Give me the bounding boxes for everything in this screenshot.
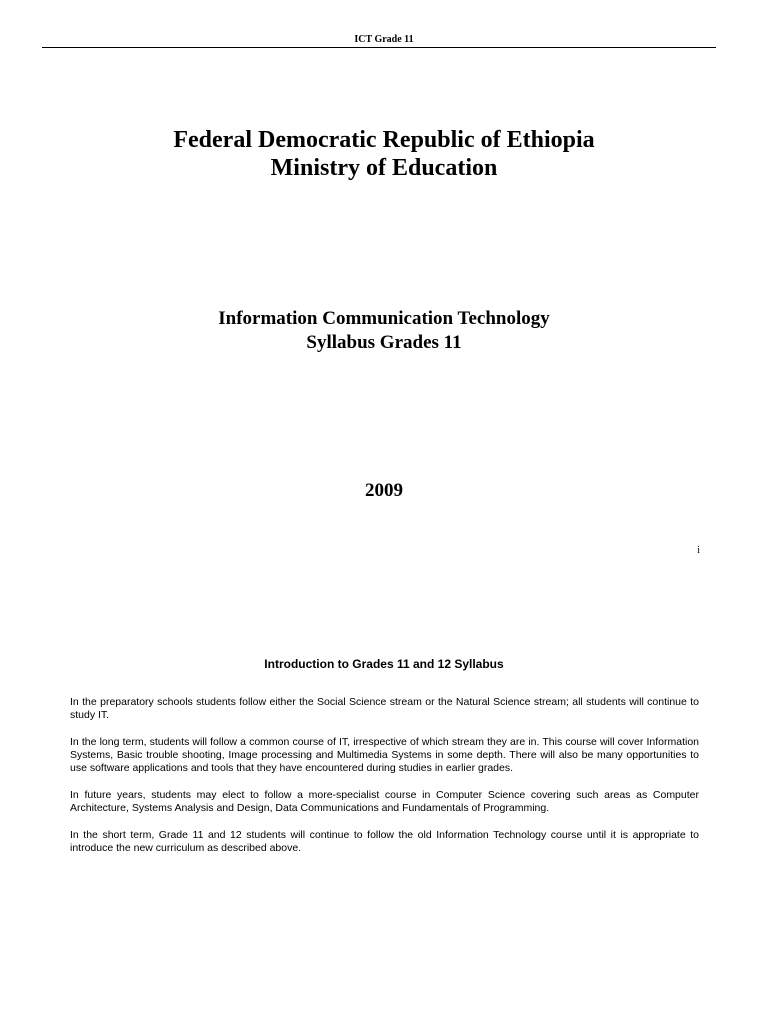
paragraph: In future years, students may elect to follow a more-specialist course in Computer Science covering such areas as Computer Architecture, Systems Analysis and Design, Data Communications and Fundamentals of Programming. <box>70 789 699 814</box>
title-subject <box>0 307 768 355</box>
paragraph: In the long term, students will follow a common course of IT, irrespective of which stream they are in. This course will cover Information Systems, Basic trouble shooting, Image processing and Multimedia Systems in some depth. There will also be many opportunities to use software applications and tools that they have encountered during studies in earlier grades. <box>70 736 699 774</box>
subject-line-2: Syllabus Grades 11 <box>306 332 462 353</box>
running-header: ICT Grade 11 <box>354 34 414 45</box>
header-rule <box>42 47 716 48</box>
subject-line-1: Information Communication Technology <box>218 308 550 329</box>
title-main <box>0 126 768 182</box>
title-ministry: Ministry of Education <box>270 155 498 181</box>
section-heading: Introduction to Grades 11 and 12 Syllabus <box>264 657 504 671</box>
title-year: 2009 <box>365 480 403 501</box>
introduction-body <box>70 696 699 869</box>
paragraph: In the short term, Grade 11 and 12 students will continue to follow the old Information Technology course until it is appropriate to introduce the new curriculum as described above. <box>70 829 699 854</box>
title-country: Federal Democratic Republic of Ethiopia <box>173 127 595 153</box>
page-number: i <box>697 545 700 556</box>
paragraph: In the preparatory schools students follow either the Social Science stream or the Natural Science stream; all students will continue to study IT. <box>70 696 699 721</box>
